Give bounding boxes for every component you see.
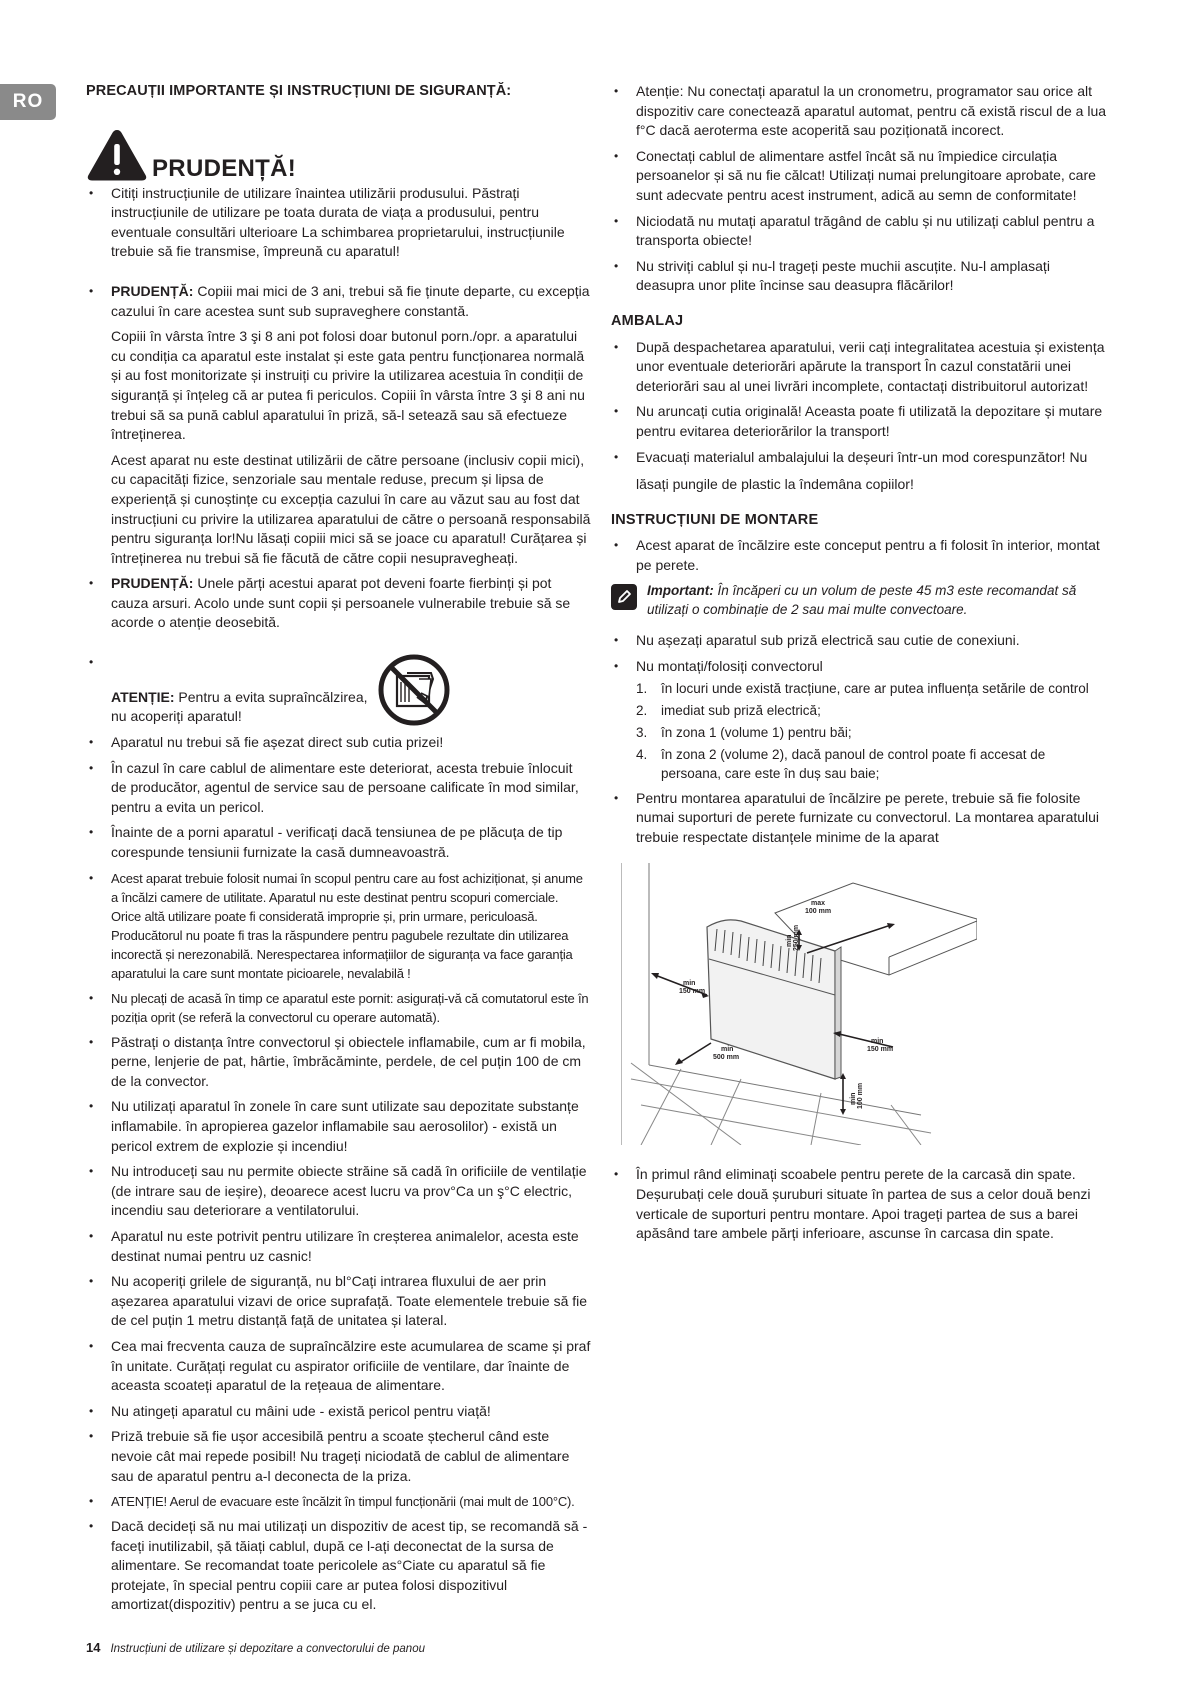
list-item: • ATENȚIE: Pentru a evita supraîncălzirea, nu acoperiți aparatul! xyxy=(86,653,591,727)
list-item: • Acest aparat trebuie folosit numai în scopul pentru care au fost achiziționat, și anume a încălzi camere de utilitate. Aparatul nu este destinat pentru scopuri comerciale. Orice altă utilizare poate fi considerată improprie și, prin urmare, periculoasă. Producătorul nu poate fi tras la răspundere pentru pagubele rezultate din utilizarea incorectă și nerezonabilă. Nerespectarea informațiilor de siguranța va face garanția aparatului la care sunt montate picioarele, nevalabilă ! xyxy=(86,869,591,983)
left-column xyxy=(86,82,591,1621)
list-item: • Priză trebuie să fie ușor accesibilă pentru a scoate ștecherul când este nevoie cât mai repede posibil! Nu trageți niciodată de cablul de alimentare sau de aparatul pentru a-l deconecta de la priza. xyxy=(86,1427,591,1486)
list-item: • După despachetarea aparatului, verii cați integralitatea acestuia și existența unor eventuale deteriorări apărute la transport În cazul constatării unei deteriorări sau al unei livrări incomplete, contactați distribuitorul autorizat! xyxy=(611,338,1109,397)
right-column xyxy=(611,82,1109,1250)
list-item: • Nu striviți cablul și nu-l trageți peste muchii ascuțite. Nu-l amplasați deasupra unor plite încinse sau deasupra flăcărilor! xyxy=(611,257,1109,296)
list-item: • Dacă decideți să nu mai utilizați un dispozitiv de acest tip, se recomandă să - faceți inutilizabil, șă tăiați cablul, după ce l-ați deconectat de la sursa de alimentare. Se recomandat toate pericolele as°Ciate cu aparatul să fie protejate, în special pentru copiii care ar putea folosi dispozitivul amortizat(dispozitiv) pentru a se juca cu el. xyxy=(86,1517,591,1615)
list-item: • Nu montați/folosiți convectorul 1. în locuri unde există tracțiune, care ar putea influența setările de control 2. imediat sub priză electrică; 3. în zona 1 (volume 1) pentru băi; 4. în zona 2 (volume 2), dacă panoul de control poate fi accesat de persoana, care este în duș sau baie; xyxy=(611,657,1109,783)
mounting-distance-diagram xyxy=(621,855,977,1145)
pencil-icon xyxy=(611,584,637,610)
list-item: • PRUDENȚĂ: Copiii mai mici de 3 ani, trebui să fie ținute departe, cu excepția cazului în care acestea sunt sub supraveghere constantă. Copiii în vârsta între 3 şi 8 ani pot folosi doar butonul porn./opr. a aparatului cu condiția ca aparatul este instalat și este gata pentru funcționarea normală și au fost monitorizate și instruiți cu privire la utilizarea acestuia în condiții de siguranță și înțeleg că ar putea fi periculos. Copiii în vârsta între 3 şi 8 ani nu trebui să sa pună cablul aparatului în priză, să-l setează sau să efectueze întreținerea. Acest aparat nu este destinat utilizării de către persoane (inclusiv copii mici), cu capacități fizice, senzoriale sau mentale reduse, precum și lipsa de experiență și cunoștințe cu excepția cazului în care au văzut sau au fost dat instrucțiuni cu privire la utilizarea aparatului de către o persoană responsabilă pentru siguranța lor!Nu lăsați copiii mici să se joace cu aparatul! Curățarea și întreținerea nu trebui să fie făcută de către copii nesupravegheați. xyxy=(86,282,591,568)
label-front-l2: 500 mm xyxy=(713,1054,740,1062)
label-front-l1: min xyxy=(721,1046,734,1054)
safety-heading: PRECAUȚII IMPORTANTE ȘI INSTRUCȚIUNI DE SIGURANȚĂ: xyxy=(86,83,512,99)
list-item: • PRUDENȚĂ: Unele părți acestui aparat pot deveni foarte fierbinți și pot cauza arsuri. Acolo unde sunt copii și persoanele vulnerabile trebuie să se acorde o atenție deosebită. xyxy=(86,574,591,633)
list-item: • Păstrați o distanța între convectorul și obiectele inflamabile, cum ar fi mobila, perne, lenjerie de pat, hârtie, îmbrăcăminte, perdele, de cel puțin 100 de cm de la convector. xyxy=(86,1033,591,1092)
list-item: • Înainte de a porni aparatul - verificați dacă tensiunea de pe plăcuța de tip corespunde tensiunii furnizate la casă dumneavoastră. xyxy=(86,823,591,862)
list-item: • Citiți instrucțiunile de utilizare înaintea utilizării produsului. Păstrați instrucțiunile de utilizare pe toata durata de viața a produsului, pentru eventuale consultări ulterioare La schimbarea proprietarului, instrucțiunile trebuie să fie transmise, împreună cu aparatul! xyxy=(86,184,591,262)
list-item: • Pentru montarea aparatului de încălzire pe perete, trebuie să fie folosite numai suporturi de perete furnizate cu convectorul. La montarea aparatului trebuie respectate distanțele minime de la aparat xyxy=(611,789,1109,848)
warning-header xyxy=(86,126,591,182)
do-not-cover-icon xyxy=(377,653,451,727)
warning-triangle-icon xyxy=(86,128,148,182)
list-item: • ATENȚIE! Aerul de evacuare este încălzit în timpul funcționării (mai mult de 100°C). xyxy=(86,1492,591,1511)
list-item: • Nu utilizați aparatul în zonele în care sunt utilizate sau depozitate substanțe inflamabile. în apropierea gazelor inflamabile sau aerosolilor) - există un pericol extrem de explozie și incendiu! xyxy=(86,1097,591,1156)
mounting-list-3 xyxy=(611,1165,1109,1243)
safety-list xyxy=(86,184,591,1615)
page-number: 14 xyxy=(86,1640,101,1655)
list-item: • Conectați cablul de alimentare astfel încât să nu împiedice circulația persoanelor și să nu fie călcat! Utilizați numai prelungitoare aprobate, care sunt adecvate pentru acest instrument, adică au semn de conformitate! xyxy=(611,147,1109,206)
packaging-heading: AMBALAJ xyxy=(611,312,684,329)
list-item: • Nu așezați aparatul sub priză electrică sau cutie de conexiuni. xyxy=(611,631,1109,651)
mounting-list-2 xyxy=(611,631,1109,847)
list-item: • Acest aparat de încălzire este conceput pentru a fi folosit în interior, montat pe perete. xyxy=(611,536,1109,575)
numbered-item: 4. în zona 2 (volume 2), dacă panoul de control poate fi accesat de persoana, care este în duș sau baie; xyxy=(636,746,1046,781)
cable-list xyxy=(611,82,1109,296)
mounting-list xyxy=(611,536,1109,575)
list-item: • Evacuați materialul ambalajului la deșeuri într-un mod corespunzător! Nu lăsați pungile de plastic la îndemâna copiilor! xyxy=(611,448,1109,495)
label-top-l2: 100 mm xyxy=(805,908,832,916)
list-item: • Aparatul nu trebui să fie așezat direct sub cutia prizei! xyxy=(86,733,591,753)
mounting-heading: INSTRUCȚIUNI DE MONTARE xyxy=(611,511,819,528)
label-right-l1: min xyxy=(871,1038,884,1046)
list-item: • Niciodată nu mutați aparatul trăgând de cablu și nu utilizați cablul pentru a transporta obiecte! xyxy=(611,212,1109,251)
important-note: Important: În încăperi cu un volum de peste 45 m3 este recomandat să utilizați o combinație de 2 sau mai multe convectoare. xyxy=(611,581,1109,619)
packaging-list xyxy=(611,338,1109,495)
label-shelf-l1: min xyxy=(786,934,793,948)
numbered-item: 3. în zona 1 (volume 1) pentru băi; xyxy=(636,724,852,740)
label-top-l1: max xyxy=(811,900,826,908)
list-item: • Nu acoperiți grilele de siguranță, nu bl°Cați intrarea fluxului de aer prin așezarea aparatului vizavi de orice suprafață. Toate elementele trebuie să fie de cel puțin 1 metru distanță față de unitatea și lateral. xyxy=(86,1272,591,1331)
list-item: • Nu introduceți sau nu permite obiecte străine să cadă în orificiile de ventilație (de intrare sau de ieșire), deoarece acest lucru va prov°Ca un ş°C electric, incendiu sau deteriorare a ventilatorului. xyxy=(86,1162,591,1221)
label-floor-l1: min xyxy=(850,1092,857,1106)
list-item: • Nu atingeți aparatul cu mâini ude - există pericol pentru viață! xyxy=(86,1402,591,1422)
numbered-item: 2. imediat sub priză electrică; xyxy=(636,702,821,718)
label-floor-l2: 100 mm xyxy=(857,1083,864,1110)
language-tab: RO xyxy=(0,84,56,120)
numbered-list xyxy=(636,679,1109,783)
list-item: • În cazul în care cablul de alimentare este deteriorat, acesta trebuie înlocuit de producător, agentul de service sau de persoane calificate în mod similar, pentru a evita un pericol. xyxy=(86,759,591,818)
list-item: • Cea mai frecventa cauza de supraîncălzire este acumularea de scame și praf în unitate. Curățați regulat cu aspirator orificiile de ventilare, dar înainte de aceasta scoateți aparatul de la rețeaua de alimentare. xyxy=(86,1337,591,1396)
label-left-l2: 150 mm xyxy=(679,988,706,996)
page-footer xyxy=(86,1640,425,1655)
numbered-item: 1. în locuri unde există tracțiune, care ar putea influența setările de control xyxy=(636,680,1089,696)
list-item: • Atenție: Nu conectați aparatul la un cronometru, programator sau orice alt dispozitiv care conectează aparatul automat, pentru că există riscul de a lua f°C dacă aeroterma este acoperită sau poziționată incorect. xyxy=(611,82,1109,141)
warning-title: PRUDENȚĂ! xyxy=(152,155,297,182)
label-left-l1: min xyxy=(683,980,696,988)
list-item: • Nu plecați de acasă în timp ce aparatul este pornit: asigurați-vă că comutatorul este în poziția oprit (se referă la convectorul cu operare automată). xyxy=(86,989,591,1027)
label-right-l2: 150 mm xyxy=(867,1046,894,1054)
list-item: • Aparatul nu este potrivit pentru utilizare în creșterea animalelor, acesta este destinat numai pentru uz casnic! xyxy=(86,1227,591,1266)
label-shelf-l2: 250 mm xyxy=(793,925,800,952)
list-item: • Nu aruncați cutia originală! Aceasta poate fi utilizată la depozitare și mutare pentru evitarea deteriorărilor la transport! xyxy=(611,402,1109,441)
footer-text: Instrucțiuni de utilizare și depozitare a convectorului de panou xyxy=(110,1643,425,1655)
list-item: • În primul rând eliminați scoabele pentru perete de la carcasă din spate. Deșurubați cele două șuruburi situate în partea de sus a celor două benzi verticale de suporturi pentru montare. Apoi trageți partea de sus a barei apăsând tare ambele părți inferioare, ascunse în carcasa din spate. xyxy=(611,1165,1109,1243)
